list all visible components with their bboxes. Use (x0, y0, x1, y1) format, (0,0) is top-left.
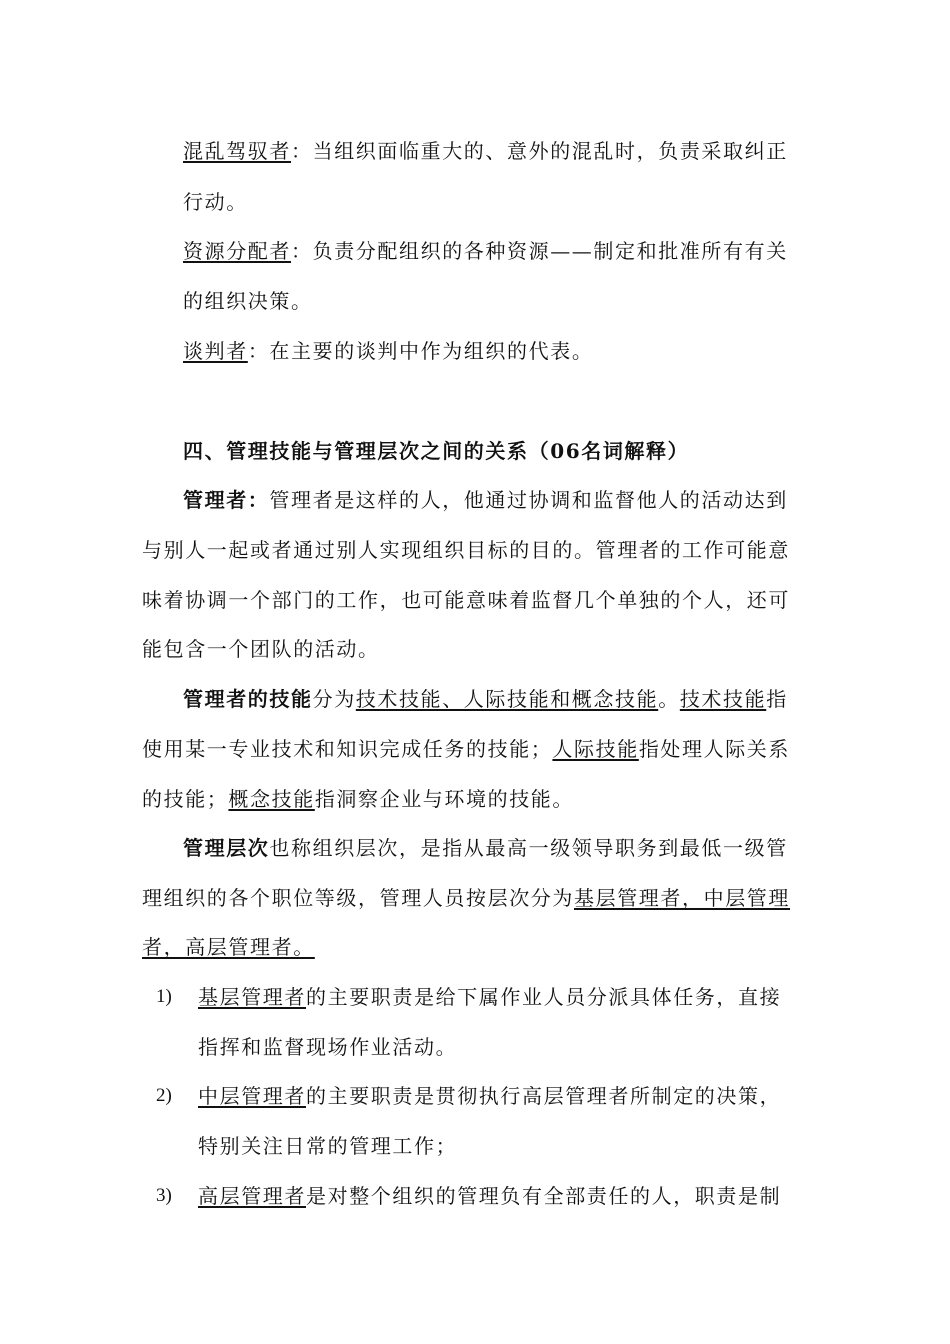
manager-para-line-4: 能包含一个团队的活动。 (142, 637, 380, 661)
definition-text: 行动。 (183, 190, 248, 214)
list-text: 的主要职责是给下属作业人员分派具体任务，直接 (306, 985, 782, 1009)
definition-text: 的组织决策。 (183, 289, 313, 313)
colon: ： (291, 139, 313, 163)
list-item-1-line-1 (198, 983, 781, 1011)
paragraph-text: 。 (658, 687, 680, 711)
paragraph-text: 指处理人际关系 (638, 737, 791, 761)
list-item-2-line-1 (198, 1082, 781, 1110)
term-management-levels: 管理层次 (183, 836, 270, 860)
term-conceptual-skill: 概念技能 (228, 787, 315, 811)
underlined-skills: 技术技能、人际技能和概念技能 (355, 687, 659, 711)
definition-text: 负责分配组织的各种资源——制定和批准所有有关 (312, 239, 788, 263)
term-manager-skills: 管理者的技能 (183, 687, 313, 711)
role-resource-allocator-line-2 (183, 287, 313, 315)
colon: ： (291, 239, 313, 263)
list-number: 2) (156, 1085, 172, 1106)
section-heading: 四、管理技能与管理层次之间的关系（06名词解释） (183, 439, 690, 463)
term-manager: 管理者： (183, 488, 270, 512)
manager-para-line-1 (183, 486, 788, 514)
term-interpersonal-skill: 人际技能 (552, 737, 639, 761)
term-first-line-manager: 基层管理者 (198, 985, 306, 1009)
role-chaos-handler-line-2 (183, 188, 248, 216)
list-item-1-line-2: 指挥和监督现场作业活动。 (198, 1035, 458, 1059)
list-item-2-line-2: 特别关注日常的管理工作； (198, 1134, 458, 1158)
definition-text: 当组织面临重大的、意外的混乱时，负责采取纠正 (312, 139, 788, 163)
paragraph-text: 指洞察企业与环境的技能。 (314, 787, 575, 811)
levels-para-line-3 (142, 933, 315, 961)
paragraph-text: 的技能； (142, 787, 229, 811)
list-number: 1) (156, 986, 172, 1007)
underlined-levels: 者，高层管理者。 (142, 935, 315, 959)
term-middle-manager: 中层管理者 (198, 1084, 306, 1108)
manager-para-line-3: 味着协调一个部门的工作，也可能意味着监督几个单独的个人，还可 (142, 588, 790, 612)
term-resource-allocator: 资源分配者 (183, 239, 291, 263)
paragraph-text: 管理者是这样的人，他通过协调和监督他人的活动达到 (269, 488, 788, 512)
role-chaos-handler-line-1 (183, 137, 788, 165)
paragraph-text: 也称组织层次，是指从最高一级领导职务到最低一级管 (269, 836, 788, 860)
levels-para-line-2 (142, 884, 790, 912)
manager-para-line-2: 与别人一起或者通过别人实现组织目标的目的。管理者的工作可能意 (142, 538, 790, 562)
levels-para-line-1 (183, 834, 788, 862)
skills-para-line-2 (142, 735, 790, 763)
role-resource-allocator-line-1 (183, 237, 788, 265)
paragraph-text: 使用某一专业技术和知识完成任务的技能； (142, 737, 553, 761)
colon: ： (247, 339, 270, 363)
list-text: 的主要职责是贯彻执行高层管理者所制定的决策， (306, 1084, 782, 1108)
skills-para-line-3 (142, 785, 574, 813)
underlined-levels: 基层管理者，中层管理 (574, 886, 790, 910)
term-top-manager: 高层管理者 (198, 1184, 306, 1208)
definition-text: 在主要的谈判中作为组织的代表。 (269, 339, 594, 363)
paragraph-text: 理组织的各个职位等级，管理人员按层次分为 (142, 886, 574, 910)
skills-para-line-1 (183, 685, 788, 713)
paragraph-text: 指 (766, 687, 788, 711)
term-technical-skill: 技术技能 (679, 687, 767, 711)
list-number: 3) (156, 1185, 172, 1206)
role-negotiator-line (183, 337, 593, 365)
paragraph-text: 分为 (312, 687, 356, 711)
list-item-3-line-1 (198, 1182, 781, 1210)
term-negotiator: 谈判者 (183, 339, 248, 363)
list-text: 是对整个组织的管理负有全部责任的人，职责是制 (306, 1184, 782, 1208)
term-chaos-handler: 混乱驾驭者 (183, 139, 291, 163)
